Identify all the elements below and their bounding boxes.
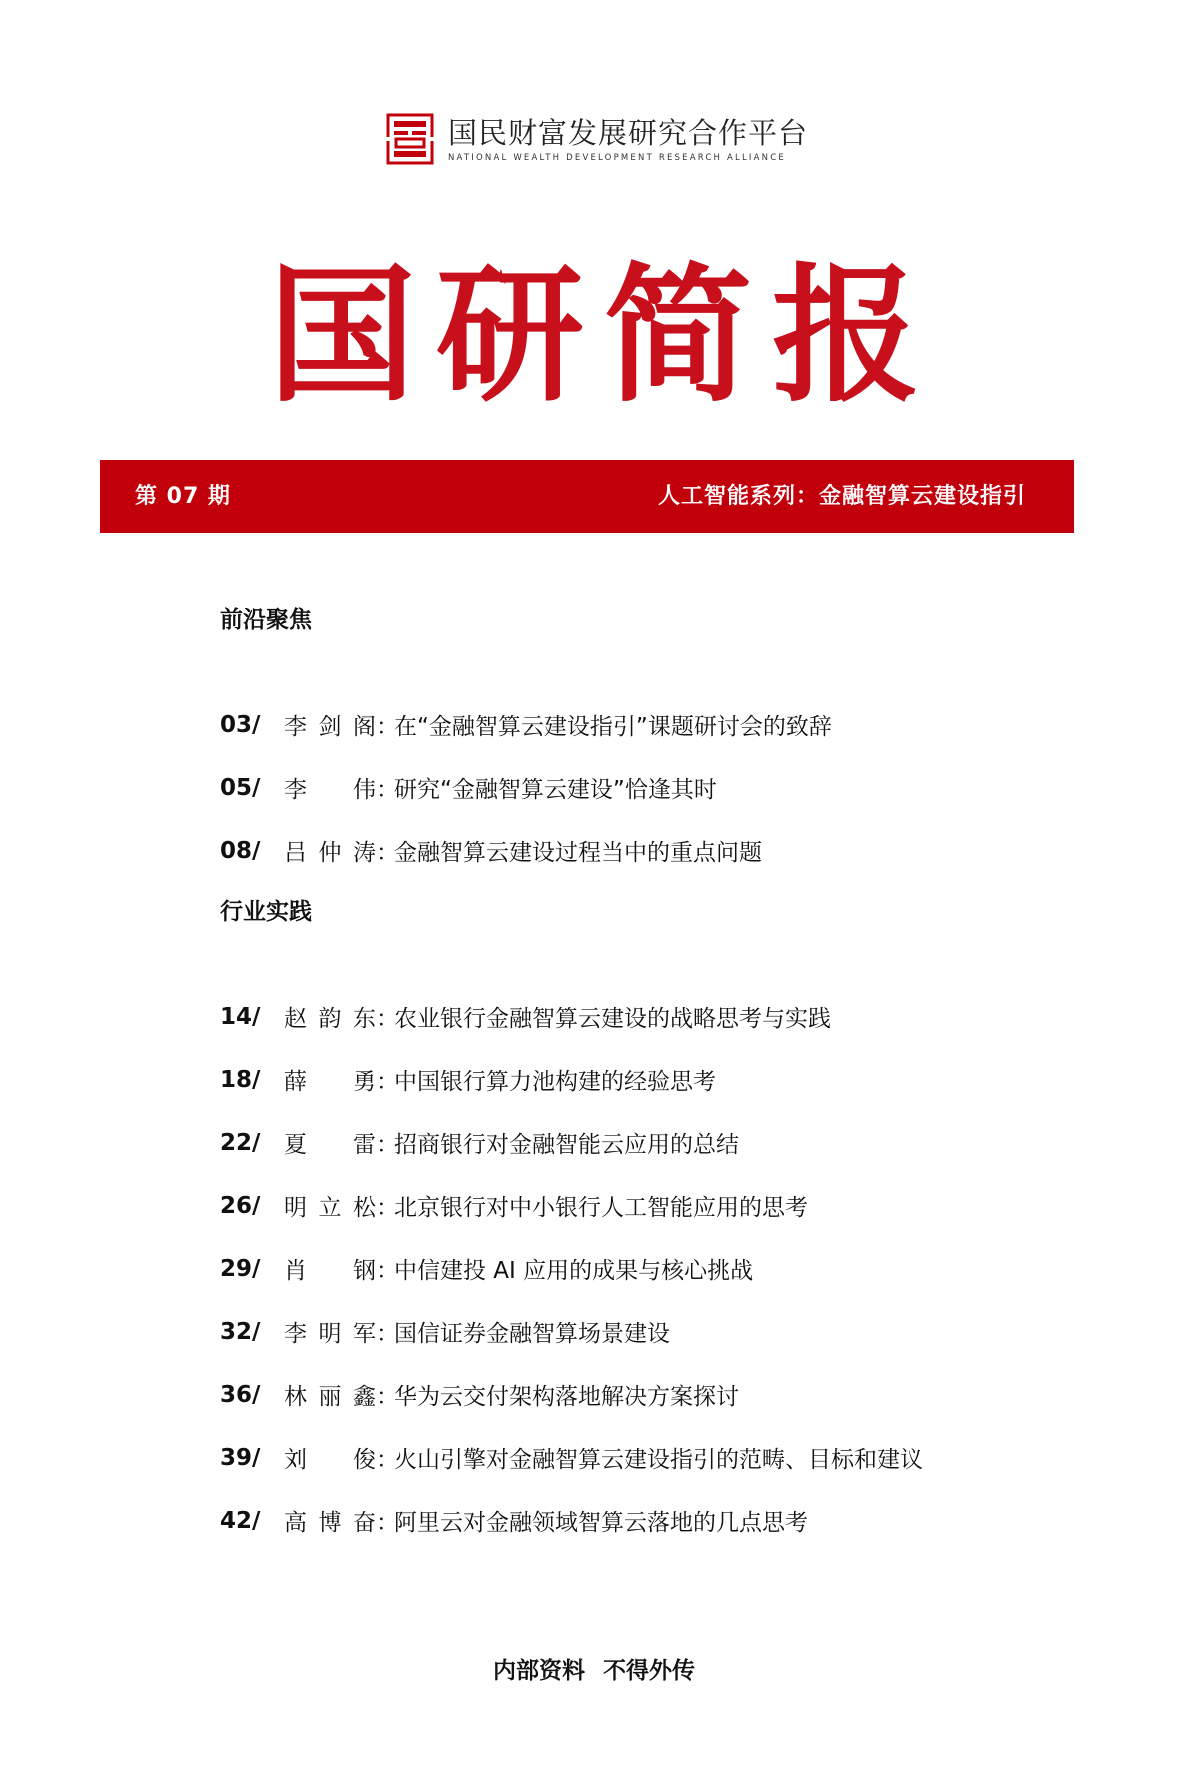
toc-entry[interactable]: 32/ 李明军 ： 国信证券金融智算场景建设: [220, 1300, 1020, 1363]
author-name: 明立松: [284, 1195, 376, 1221]
author-name: 赵韵东: [284, 1006, 376, 1032]
page-number: 22/: [220, 1129, 261, 1156]
entry-title: 招商银行对金融智能云应用的总结: [394, 1132, 739, 1158]
entry-title: 在“金融智算云建设指引”课题研讨会的致辞: [394, 714, 832, 740]
author-name: 肖钢: [284, 1258, 376, 1284]
entry-title: 火山引擎对金融智算云建设指引的范畴、目标和建议: [394, 1447, 923, 1473]
entry-title: 北京银行对中小银行人工智能应用的思考: [394, 1195, 808, 1221]
author-name: 吕仲涛: [284, 840, 376, 866]
logo-texts: [448, 116, 808, 163]
toc-entry[interactable]: 29/ 肖钢 ： 中信建投 AI 应用的成果与核心挑战: [220, 1237, 1020, 1300]
org-logo-icon: [386, 113, 434, 165]
page-number: 42/: [220, 1507, 261, 1534]
header-logo: [386, 113, 808, 165]
page-number: 05/: [220, 774, 261, 801]
author-name: 夏雷: [284, 1132, 376, 1158]
page-number: 39/: [220, 1444, 261, 1471]
author-name: 李剑阁: [284, 714, 376, 740]
toc-entry[interactable]: 39/ 刘俊 ： 火山引擎对金融智算云建设指引的范畴、目标和建议: [220, 1426, 1020, 1489]
entry-title: 国信证券金融智算场景建设: [394, 1321, 670, 1347]
org-name: 国民财富发展研究合作平台: [448, 115, 809, 150]
issue-number: 第 07 期: [135, 484, 231, 509]
toc-entry[interactable]: 26/ 明立松 ： 北京银行对中小银行人工智能应用的思考: [220, 1174, 1020, 1237]
page-number: 36/: [220, 1381, 261, 1408]
entry-title: 农业银行金融智算云建设的战略思考与实践: [394, 1006, 831, 1032]
toc-entry[interactable]: 03/ 李剑阁 ： 在“金融智算云建设指引”课题研讨会的致辞: [220, 693, 1020, 756]
page-number: 08/: [220, 837, 261, 864]
table-of-contents: [220, 600, 1020, 1552]
author-name: 刘俊: [284, 1447, 376, 1473]
entry-title: 研究“金融智算云建设”恰逢其时: [394, 777, 717, 803]
toc-entry[interactable]: 05/ 李伟 ： 研究“金融智算云建设”恰逢其时: [220, 756, 1020, 819]
entry-title: 华为云交付架构落地解决方案探讨: [394, 1384, 739, 1410]
page-number: 26/: [220, 1192, 261, 1219]
toc-entry[interactable]: 18/ 薛勇 ： 中国银行算力池构建的经验思考: [220, 1048, 1020, 1111]
footer-notice: [0, 1652, 1188, 1685]
author-name: 高博奋: [284, 1510, 376, 1536]
author-name: 李伟: [284, 777, 376, 803]
page-number: 32/: [220, 1318, 261, 1345]
toc-entry[interactable]: 42/ 高博奋 ： 阿里云对金融领域智算云落地的几点思考: [220, 1489, 1020, 1552]
author-name: 薛勇: [284, 1069, 376, 1095]
page-number: 29/: [220, 1255, 261, 1282]
entry-title: 金融智算云建设过程当中的重点问题: [394, 840, 762, 866]
org-name-en: NATIONAL WEALTH DEVELOPMENT RESEARCH ALLIANCE: [448, 152, 786, 163]
toc-entry[interactable]: 14/ 赵韵东 ： 农业银行金融智算云建设的战略思考与实践: [220, 985, 1020, 1048]
entry-title: 中国银行算力池构建的经验思考: [394, 1069, 716, 1095]
section-title: 行业实践: [220, 899, 312, 925]
entry-title: 阿里云对金融领域智算云落地的几点思考: [394, 1510, 808, 1536]
toc-entry[interactable]: 08/ 吕仲涛 ： 金融智算云建设过程当中的重点问题: [220, 819, 1020, 882]
page-number: 18/: [220, 1066, 261, 1093]
author-name: 林丽鑫: [284, 1384, 376, 1410]
toc-entry[interactable]: 22/ 夏雷 ： 招商银行对金融智能云应用的总结: [220, 1111, 1020, 1174]
footer-left: 内部资料: [492, 1658, 585, 1684]
footer-right: 不得外传: [603, 1658, 695, 1684]
toc-entry[interactable]: 36/ 林丽鑫 ： 华为云交付架构落地解决方案探讨: [220, 1363, 1020, 1426]
section-title: 前沿聚焦: [220, 607, 312, 633]
masthead-title: 国研简报: [268, 248, 940, 422]
page-number: 14/: [220, 1003, 261, 1030]
page-number: 03/: [220, 711, 261, 738]
series-title: 人工智能系列：金融智算云建设指引: [657, 484, 1026, 509]
issue-banner: [100, 460, 1074, 533]
entry-title: 中信建投 AI 应用的成果与核心挑战: [394, 1258, 754, 1284]
author-name: 李明军: [284, 1321, 376, 1347]
